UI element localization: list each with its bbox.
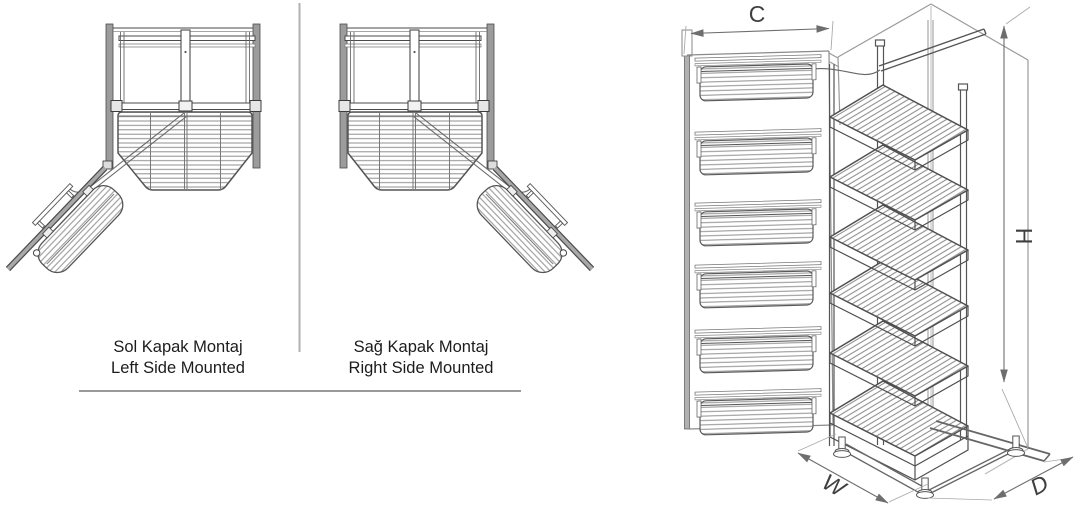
tower-baskets xyxy=(830,85,968,480)
topview-left-mounted xyxy=(8,24,261,279)
door-baskets xyxy=(695,55,821,436)
label-right-mount-english: Right Side Mounted xyxy=(348,359,494,377)
top-slide-arm xyxy=(795,29,986,75)
topview-right-mounted xyxy=(339,24,592,279)
dimension-d-label: D xyxy=(1025,469,1053,501)
label-left-mount-turkish: Sol Kapak Montaj xyxy=(113,338,243,356)
dimension-c xyxy=(684,1,833,54)
label-left-mount-english: Left Side Mounted xyxy=(111,359,245,377)
label-right-mount-turkish: Sağ Kapak Montaj xyxy=(353,338,489,356)
dimension-w-label: W xyxy=(818,468,850,502)
isometric-view xyxy=(682,1,1073,503)
dimension-h-label: H xyxy=(1011,227,1037,245)
dimension-d xyxy=(928,457,1073,500)
dimension-c-label: C xyxy=(748,1,766,27)
dimension-h xyxy=(1002,7,1037,448)
